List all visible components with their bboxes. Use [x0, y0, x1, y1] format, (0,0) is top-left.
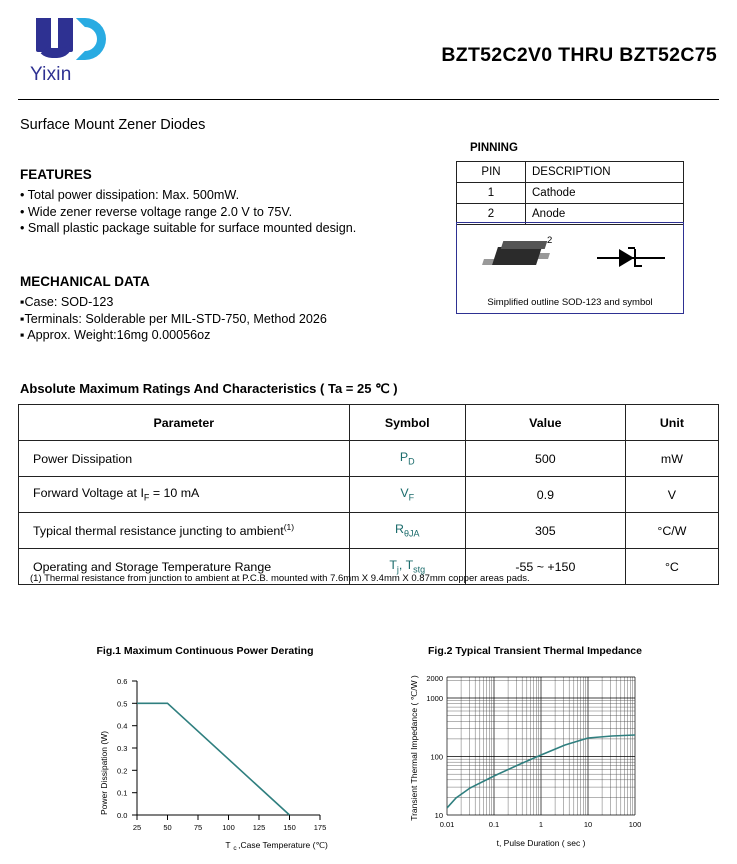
svg-text:0.1: 0.1 — [488, 820, 500, 829]
svg-text:50: 50 — [163, 823, 172, 832]
svg-text:125: 125 — [252, 823, 266, 832]
svg-text:0.1: 0.1 — [117, 788, 128, 798]
package-body-icon — [492, 247, 542, 265]
page-header — [0, 0, 737, 100]
logo-arc-icon — [76, 18, 106, 60]
package-outline-box — [456, 222, 684, 314]
table-row — [457, 183, 684, 204]
svg-text:1000: 1000 — [426, 694, 443, 703]
pinning-cell-desc: Anode — [526, 204, 684, 225]
features-line: • Wide zener reverse voltage range 2.0 V to 75V. — [20, 204, 293, 219]
pinning-cell-desc: Cathode — [526, 183, 684, 204]
ratings-cell-parameter: Power Dissipation — [19, 441, 350, 477]
ratings-cell-value: -55 ~ +150 — [465, 549, 625, 585]
svg-text:c: c — [233, 845, 237, 852]
pinning-header-description: DESCRIPTION — [526, 162, 684, 183]
svg-text:10: 10 — [434, 811, 443, 820]
symbol-main: P — [399, 450, 409, 465]
zener-hook-bottom-icon — [635, 265, 642, 267]
svg-text:0.6: 0.6 — [117, 677, 128, 686]
symbol-sub2: stg — [413, 564, 426, 575]
svg-text:0.4: 0.4 — [117, 721, 128, 731]
ratings-footnote: (1) Thermal resistance from junction to ambient at P.C.B. mounted with 7.6mm X 9.4mm X 0.87mm copper areas pads. — [30, 573, 530, 584]
svg-text:1: 1 — [538, 820, 544, 829]
svg-text:2000: 2000 — [426, 674, 443, 683]
pinning-cell-pin: 1 — [457, 183, 526, 204]
package-caption: Simplified outline SOD-123 and symbol — [487, 297, 653, 308]
svg-text:100: 100 — [222, 823, 235, 832]
ratings-cell-unit: V — [625, 477, 718, 513]
symbol-sub: D — [408, 456, 415, 467]
document-subtitle: Surface Mount Zener Diodes — [20, 117, 206, 133]
symbol-sub: j — [396, 564, 399, 575]
table-row — [457, 162, 684, 183]
symbol-sub: F — [408, 492, 415, 503]
svg-text:0.5: 0.5 — [117, 699, 128, 709]
svg-text:0.0: 0.0 — [117, 811, 128, 820]
ratings-cell-parameter: Operating and Storage Temperature Range — [19, 549, 350, 585]
svg-text:100: 100 — [430, 752, 443, 762]
svg-text:0.2: 0.2 — [117, 766, 128, 776]
ratings-cell-value: 500 — [465, 441, 625, 477]
ratings-header-value: Value — [465, 405, 625, 441]
logo-mark-icon — [28, 18, 120, 62]
ratings-cell-unit: °C — [625, 549, 718, 585]
zener-hook-top-icon — [628, 247, 635, 249]
symbol-tail: , T — [398, 558, 414, 573]
ratings-header-symbol: Symbol — [349, 405, 465, 441]
parameter-text: Typical thermal resistance juncting to ambient — [33, 524, 284, 539]
package-pin-marker: 2 — [547, 235, 553, 246]
figure-1-xlabel: T — [225, 840, 231, 850]
figure-2-xlabel: t, Pulse Duration ( sec ) — [496, 838, 586, 848]
mechanical-data-section — [20, 274, 450, 344]
ratings-table — [18, 404, 719, 585]
pinning-cell-pin: 2 — [457, 204, 526, 225]
parameter-text-pre: Forward Voltage at I — [33, 486, 144, 501]
figure-1 — [55, 645, 355, 863]
svg-text:25: 25 — [132, 823, 142, 832]
mechanical-line: ▪Case: SOD-123 — [20, 295, 114, 309]
figure-2-ylabel: Transient Thermal Impedance ( ℃/W ) — [409, 675, 419, 821]
ratings-title: Absolute Maximum Ratings And Characteristics ( Ta = 25 ℃ ) — [20, 381, 398, 396]
svg-text:0.3: 0.3 — [117, 744, 128, 753]
figure-2-chart — [385, 663, 685, 858]
ratings-cell-value: 305 — [465, 513, 625, 549]
svg-text:150: 150 — [283, 823, 296, 832]
diode-symbol-icon — [597, 243, 665, 273]
company-logo — [22, 18, 142, 90]
svg-text:,Case Temperature (℃): ,Case Temperature (℃) — [238, 840, 328, 850]
mechanical-line: ▪ Approx. Weight:16mg 0.00056oz — [20, 328, 211, 342]
features-section — [20, 167, 450, 237]
ratings-cell-symbol — [349, 477, 465, 513]
features-line: • Total power dissipation: Max. 500mW. — [20, 188, 240, 202]
ratings-cell-parameter — [19, 477, 350, 513]
ratings-header-parameter: Parameter — [19, 405, 350, 441]
logo-u-icon — [36, 28, 73, 58]
svg-text:175: 175 — [313, 823, 327, 832]
svg-text:10: 10 — [583, 820, 593, 829]
ratings-cell-symbol — [349, 513, 465, 549]
features-line: • Small plastic package suitable for surface mounted design. — [20, 221, 357, 235]
ratings-cell-symbol — [349, 441, 465, 477]
mechanical-title: MECHANICAL DATA — [20, 274, 150, 289]
figure-2 — [385, 645, 685, 863]
ratings-cell-unit: °C/W — [625, 513, 718, 549]
ratings-cell-parameter — [19, 513, 350, 549]
header-divider — [18, 99, 719, 100]
page-title: BZT52C2V0 THRU BZT52C75 — [441, 44, 717, 66]
parameter-text-post: = 10 mA — [149, 486, 200, 501]
pinning-header-pin: PIN — [457, 162, 526, 183]
svg-text:100: 100 — [628, 820, 642, 829]
table-row — [19, 441, 719, 477]
table-row — [19, 477, 719, 513]
package-top-icon — [501, 241, 548, 249]
figure-1-title: Fig.1 Maximum Continuous Power Derating — [96, 645, 314, 657]
parameter-footnote-ref: (1) — [283, 522, 295, 533]
mechanical-line: ▪Terminals: Solderable per MIL-STD-750, Method 2026 — [20, 311, 327, 326]
symbol-main: V — [400, 486, 409, 501]
ratings-cell-value: 0.9 — [465, 477, 625, 513]
symbol-sub: θJA — [403, 528, 420, 539]
table-header-row — [19, 405, 719, 441]
figure-1-chart — [55, 663, 355, 858]
pinning-table — [456, 161, 684, 225]
ratings-cell-unit: mW — [625, 441, 718, 477]
figure-2-title: Fig.2 Typical Transient Thermal Impedance — [428, 645, 642, 657]
diode-symbol-triangle-icon — [619, 249, 634, 267]
ratings-header-unit: Unit — [625, 405, 718, 441]
symbol-main: R — [395, 522, 404, 537]
table-row — [19, 513, 719, 549]
pinning-title: PINNING — [470, 142, 518, 154]
svg-text:0.01: 0.01 — [439, 820, 455, 829]
symbol-main: T — [389, 558, 397, 573]
parameter-sub: F — [143, 492, 150, 503]
svg-text:75: 75 — [193, 823, 203, 832]
figure-1-ylabel: Power Dissipation (W) — [99, 730, 109, 816]
logo-text: Yixin — [30, 64, 72, 85]
features-title: FEATURES — [20, 167, 92, 182]
